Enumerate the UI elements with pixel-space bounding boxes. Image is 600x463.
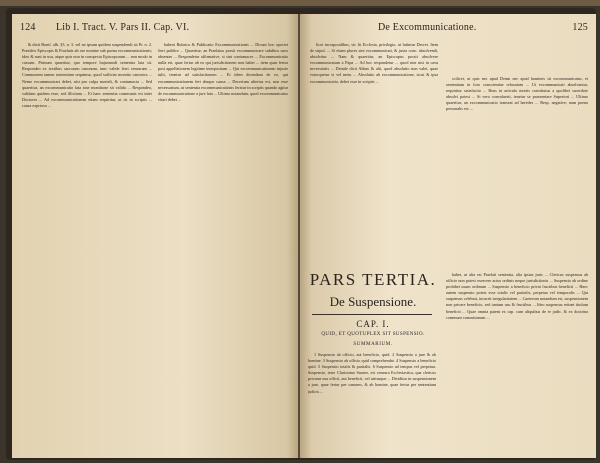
- right-bottom-left-column: [308, 352, 436, 454]
- chapter-heading: CAP. I.: [356, 319, 390, 329]
- left-column-a: [22, 42, 152, 452]
- left-page: [12, 14, 298, 458]
- left-column-b: [158, 42, 288, 452]
- right-running-head: [308, 22, 588, 38]
- heading-rule: [312, 314, 432, 315]
- right-top-column-a: [310, 42, 438, 262]
- right-page: [300, 14, 596, 458]
- right-bottom-right-text: habet, ut alia est Praelati sententia, alia ipsius juris ... Clericus suspensus ab officio non potest exercere actus ordinis neque jurisdictionis ... Suspensio ab ordine prohibet usum ordinum ... Suspensio a beneficio privat fructibus beneficii ... Haec autem suspensio potest esse totalis vel partialis, perpetua vel temporalis ... Qui suspensus celebrat, incurrit irregularitatem ... Caeterum notandum est, suspensionem non privare beneficio, sed tantum usu & fructibus ... Ideo suspensus retinet titulum beneficii ... Quae omnia patent ex cap. cum aliquibus de re judic. & ex doctrina communi canonistarum ...: [446, 272, 588, 320]
- right-right-column: [446, 76, 588, 454]
- right-bottom-left-col: [308, 352, 436, 454]
- right-page-number: 125: [572, 22, 588, 33]
- right-top-column-b-text: scilicet, ut quis nec apud Deum nec apud homines sit excommunicatus, et sententiam in foro conscientiae relaxatam ... Ut excommunicati absolvantur, requiritur satisfactio ... Reus in articulo mortis constitutus a quolibet sacerdote absolvi potest ... Si vero convaluerit, tenetur se praesentare Superiori ... Ultimo quaeritur, an excommunicatio transeat ad heredes ... Resp. negative; nam poena personalis est ...: [446, 76, 588, 112]
- part-title: PARS TERTIA.: [309, 270, 437, 289]
- right-bottom-left-text: 1 Suspensio ab officio, aut beneficio, quid. 2 Suspensio a jure & ab homine. 3 Suspensio ab officio quid comprehendat. 4 Suspensio a beneficio quid. 5 Suspensio totalis & partialis. 6 Suspensio ad tempus vel perpetua. Suspensio, teste Clarissimo Suarez, est censura Ecclesiastica, qua clericus privatur usu officii, aut beneficii, vel utriusque ... Dividitur in suspensionem a jure, quae fertur per canones, & ab homine, quae fertur per sententiam judicis ...: [308, 352, 436, 394]
- part-subtitle: De Suspensione.: [329, 294, 417, 309]
- left-column-b-text: habeat Rubrica & Publicatio Excommunicationis ... Dicunt hoc oportet fieri publice ... Quaeritur, an Praelatus possit excommunicare subditos suos absentes ... Respondetur affirmative, si sint contumaces ... Excommunicatio nulla est, quae fertur ab eo qui jurisdictionem non habet ... item quae fertur post appellationem legitime interpositam ... Qui excommunicationem injuste tulit, tenetur ad satisfactionem ... Et idem dicendum de eo, qui excommunicationem fert absque causa ... Decretum ulterius est, non esse necessarium, ut sententia excommunicationis feratur in scriptis quando agitur de excommunicatione a jure lata ... Ultimo notandum, quod excommunicatus vitari debet ...: [158, 42, 288, 102]
- right-top-columns: [310, 42, 438, 262]
- left-page-number: 124: [20, 22, 36, 33]
- summary-label: SUMMARIUM.: [353, 342, 393, 347]
- left-column-a-text: & dixit Bonif. alb. §3. n. 3. vel ne ipsum quidem suspendendi sit Pr. n. 2. Pontifex Episcopis & Praelatis ab ore nomine sub poena excommunicationis; ideo & sunt in usu, atque quis non in conspectu Episcoporum ... non modo in cassum. Primum quaeritur, quo tempore hujusmodi sententia lata sit. Respondeo ex textibus sacrorum canonum, tunc valide ferri censuram ... Communem tamen sententiam sequimur, quod sufficiat monitio canonica ... Nemo excommunicari debet, nisi pro culpa mortali, & contumacia ... Sed quaeritur, an excommunicatio lata sine monitione sit valida ... Respondeo, validam quidem esse, sed illicitam ... Et haec sententia communis est inter Doctores ... Ad excommunicationem etiam requiritur, ut sit in scriptis ... causa expressa ...: [22, 42, 152, 108]
- chapter-subtitle: QUID, ET QUOTUPLEX SIT SUSPENSIO.: [321, 332, 425, 337]
- right-right-col-bottom: [446, 272, 588, 452]
- right-running-title: De Excommunicatione.: [378, 22, 477, 33]
- top-edge: [0, 0, 600, 6]
- right-right-col-top: [446, 76, 588, 266]
- right-top-column-a-text: licet incorporalibus, sic fit Ecclesia, privilegio, ut habetur Decret. Item de stipul. ... Si etiam plures sint excommunicati, & juxta conc. absolvendi, absolvitur ... Nam & quaeritur, an Episcopus possit absolvere excommunicatum a Papa ... Ad hoc respondetur ... quod non nisi in casu necessitatis ... Deinde dicit Abbas & alii, quod absolutio non valet, quae extorquetur vi vel metu ... Absolutio ab excommunicatione, sicut & ipsa excommunicatio, debet esse in scriptis ...: [310, 42, 438, 84]
- left-running-head: [20, 22, 290, 38]
- left-running-title: Lib I. Tract. V. Pars II. Cap. VI.: [56, 22, 190, 33]
- left-text-columns: [22, 42, 288, 452]
